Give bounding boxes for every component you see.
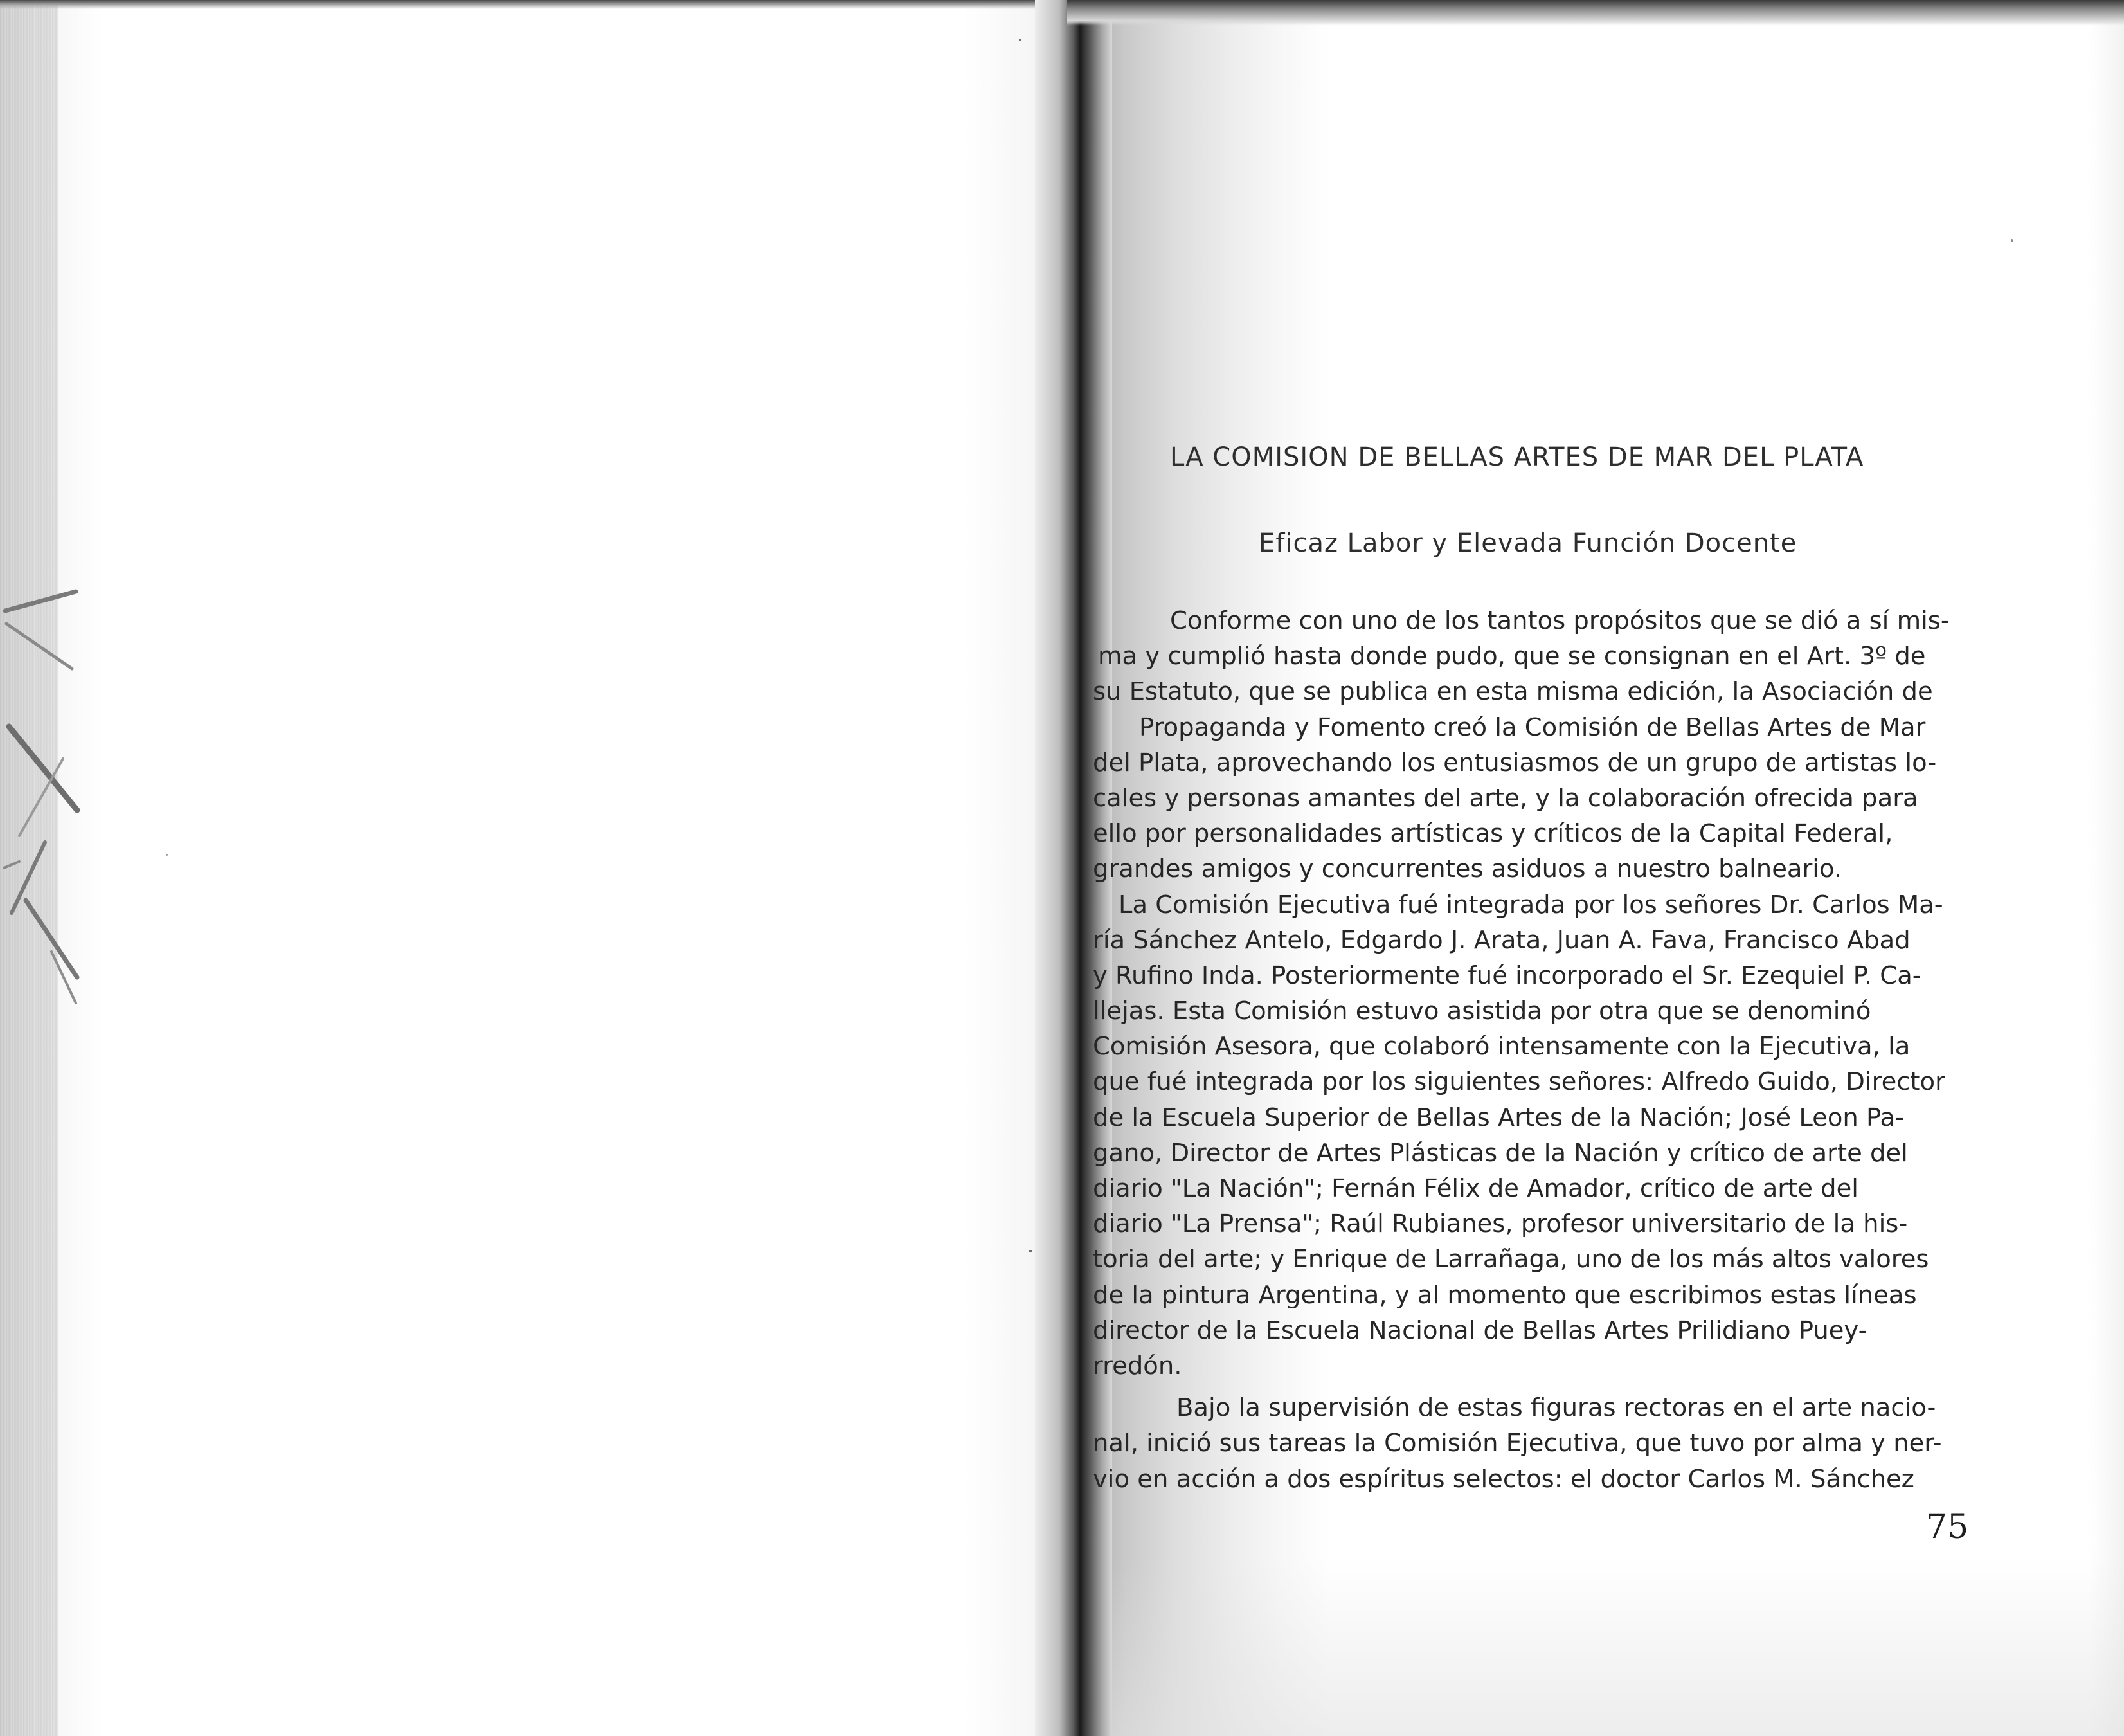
text-line: de la Escuela Superior de Bellas Artes de la Nación; José Leon Pa-: [1093, 1103, 1904, 1132]
text-line: La Comisión Ejecutiva fué integrada por los señores Dr. Carlos Ma-: [1119, 890, 1943, 919]
text-line: director de la Escuela Nacional de Bellas Artes Prilidiano Puey-: [1093, 1316, 1868, 1345]
text-line: diario "La Prensa"; Raúl Rubianes, profesor universitario de la his-: [1093, 1209, 1908, 1239]
paper-speck: [166, 854, 168, 856]
text-line: cales y personas amantes del arte, y la colaboración ofrecida para: [1093, 783, 1918, 813]
text-line: nal, inició sus tareas la Comisión Ejecutiva, que tuvo por alma y ner-: [1093, 1429, 1942, 1458]
text-line: de la pintura Argentina, y al momento que escribimos estas líneas: [1093, 1280, 1917, 1310]
text-line: toria del arte; y Enrique de Larrañaga, uno de los más altos valores: [1093, 1245, 1929, 1274]
text-line: Propaganda y Fomento creó la Comisión de Bellas Artes de Mar: [1139, 712, 1926, 742]
text-line: rredón.: [1093, 1351, 1182, 1380]
text-line: ello por personalidades artísticas y críticos de la Capital Federal,: [1093, 819, 1893, 849]
text-line: y Rufino Inda. Posteriormente fué incorporado el Sr. Ezequiel P. Ca-: [1093, 961, 1922, 990]
pencil-marks: [0, 566, 96, 1093]
page-top-edge: [0, 0, 1067, 9]
paper-speck: [1029, 1250, 1032, 1252]
text-line: que fué integrada por los siguientes señores: Alfredo Guido, Director: [1093, 1067, 1945, 1097]
text-line: ma y cumplió hasta donde pudo, que se consignan en el Art. 3º de: [1098, 642, 1926, 671]
text-line: vio en acción a dos espíritus selectos: el doctor Carlos M. Sánchez: [1093, 1464, 1914, 1494]
article-title: LA COMISION DE BELLAS ARTES DE MAR DEL PLATA: [1170, 442, 1864, 472]
text-line: del Plata, aprovechando los entusiasmos de un grupo de artistas lo-: [1093, 748, 1937, 777]
article-subtitle: Eficaz Labor y Elevada Función Docente: [1259, 529, 1797, 558]
text-line: gano, Director de Artes Plásticas de la Nación y crítico de arte del: [1093, 1138, 1908, 1168]
paper-speck: [1019, 39, 1022, 41]
paper-speck: [2011, 239, 2013, 242]
text-line: Comisión Asesora, que colaboró intensamente con la Ejecutiva, la: [1093, 1032, 1911, 1062]
text-line: Bajo la supervisión de estas figuras rectoras en el arte nacio-: [1176, 1393, 1936, 1423]
page-number: 75: [1926, 1508, 1969, 1546]
text-line: Conforme con uno de los tantos propósitos que se dió a sí mis-: [1170, 606, 1950, 635]
text-line: ría Sánchez Antelo, Edgardo J. Arata, Juan A. Fava, Francisco Abad: [1093, 925, 1911, 955]
text-line: su Estatuto, que se publica en esta misma edición, la Asociación de: [1093, 677, 1933, 707]
article-body: [1093, 603, 1957, 1497]
text-line: llejas. Esta Comisión estuvo asistida por otra que se denominó: [1093, 997, 1871, 1026]
text-line: diario "La Nación"; Fernán Félix de Amador, crítico de arte del: [1093, 1174, 1859, 1203]
text-line: grandes amigos y concurrentes asiduos a nuestro balneario.: [1093, 854, 1842, 884]
page-bottom-shade: [1086, 1556, 2124, 1736]
page-top-edge: [1067, 0, 2124, 26]
